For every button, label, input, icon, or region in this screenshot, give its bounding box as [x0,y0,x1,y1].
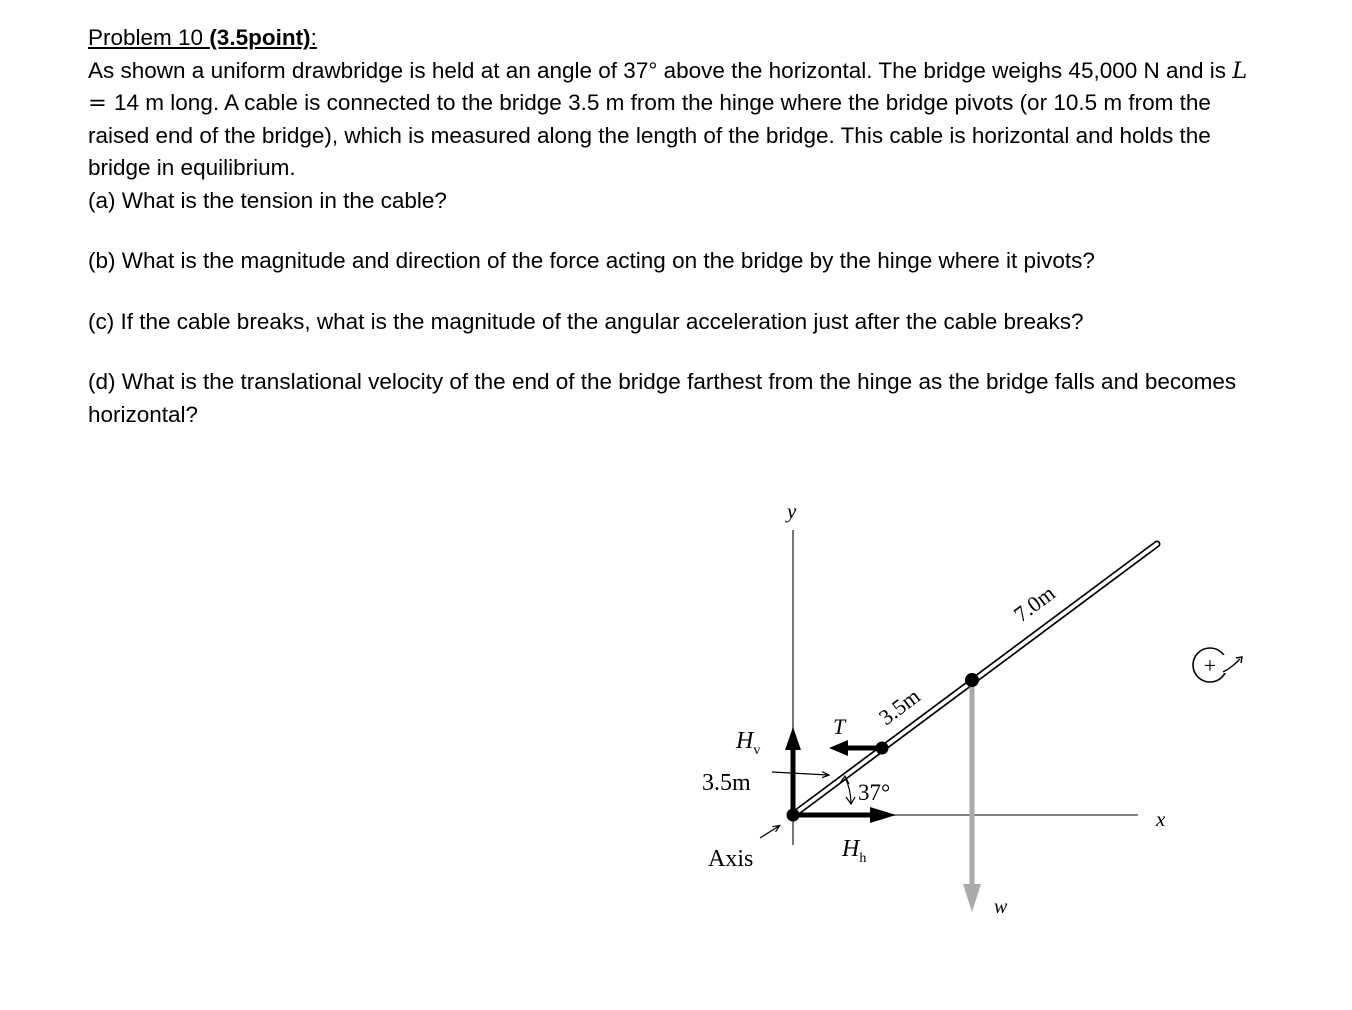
intro-part1: As shown a uniform drawbridge is held at an angle of 37° above the horizontal. The bridge weighs 45,000 N and is [88,57,1233,83]
title-points: (3.5point) [209,25,311,50]
y-axis-label: y [787,499,797,523]
tension-label: T [833,714,846,739]
center-of-mass-point [965,673,979,687]
axis-pointer-arrow [760,826,779,838]
hv-label: $H_v$ [736,728,761,758]
hv-arrow [785,727,801,815]
axis-label: Axis [708,846,754,872]
equals-sign: = [88,90,115,116]
var-l: L [1232,57,1248,84]
question-c: (c) If the cable breaks, what is the magnitude of the angular acceleration just after the cable breaks? [88,308,1084,334]
intro-part2: 14 m long. A cable is connected to the bridge 3.5 m from the hinge where the bridge pivots (or 10.5 m from the raised end of the bridge), which is measured along the length of the bridge. This cable is horizontal and holds the bridge in equilibrium. [88,90,1211,180]
upper-length-label: 7.0m [1008,580,1060,627]
hinge-point [787,809,800,822]
hh-arrow [793,807,896,823]
cable-attach-point [876,742,889,755]
title-suffix: : [310,25,317,50]
weight-label: w [994,896,1008,918]
question-b: (b) What is the magnitude and direction of the force acting on the bridge by the hinge where it pivots? [88,248,1095,273]
left-length-label: 3.5m [702,770,751,796]
title-prefix: Problem 10 [88,25,210,50]
weight-arrow [963,680,981,912]
angle-label: 37° [858,780,891,805]
hh-label: $H_h$ [842,836,867,866]
rotation-plus-label: + [1203,653,1217,678]
lever-arm-arrow [772,772,828,775]
lower-length-label: 3.5m [873,683,925,730]
question-d: (d) What is the translational velocity of the end of the bridge farthest from the hinge as the bridge falls and becomes horizontal? [88,369,1237,427]
rotation-direction-icon [1193,648,1242,682]
x-axis-label: x [1156,807,1166,831]
question-a: (a) What is the tension in the cable? [88,187,447,213]
